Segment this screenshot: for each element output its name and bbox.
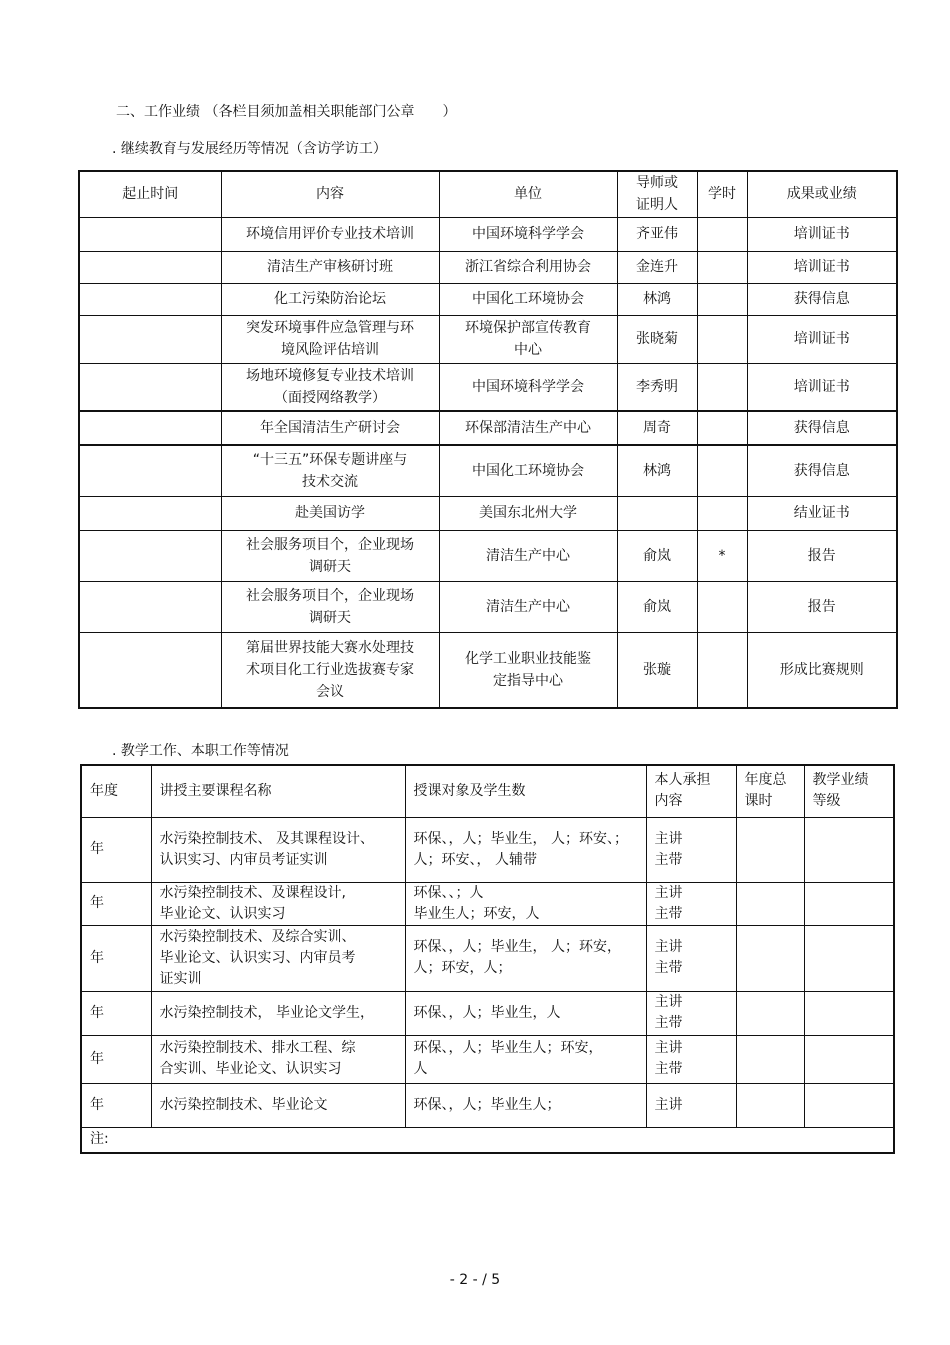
column-header: 学时 xyxy=(697,171,747,217)
table-cell: 场地环境修复专业技术培训 （面授网络教学） xyxy=(221,363,439,411)
table-cell: 金连升 xyxy=(617,251,697,283)
table-cell xyxy=(736,817,804,882)
table-cell xyxy=(697,217,747,251)
table-cell xyxy=(79,445,221,496)
table-row xyxy=(79,411,897,445)
column-header: 导师或 证明人 xyxy=(617,171,697,217)
table-cell: 水污染控制技术、毕业论文 xyxy=(151,1083,405,1127)
table-cell: 年 xyxy=(81,991,151,1035)
column-header: 年度总 课时 xyxy=(736,765,804,817)
table-cell xyxy=(804,1035,894,1083)
table-cell xyxy=(697,411,747,445)
table-cell xyxy=(79,363,221,411)
table-cell xyxy=(617,496,697,530)
column-header: 授课对象及学生数 xyxy=(405,765,646,817)
table-cell xyxy=(79,251,221,283)
column-header: 教学业绩 等级 xyxy=(804,765,894,817)
table-cell: 培训证书 xyxy=(747,217,897,251)
table-cell: 周奇 xyxy=(617,411,697,445)
table-cell: 清洁生产审核研讨班 xyxy=(221,251,439,283)
table-cell: 年 xyxy=(81,817,151,882)
column-header: 本人承担 内容 xyxy=(646,765,736,817)
table-cell xyxy=(79,217,221,251)
table-cell: 年全国清洁生产研讨会 xyxy=(221,411,439,445)
table-cell: 李秀明 xyxy=(617,363,697,411)
table-cell: 获得信息 xyxy=(747,445,897,496)
page-number: - 2 - / 5 xyxy=(449,1272,501,1288)
table-cell: 报告 xyxy=(747,530,897,581)
table-header-row xyxy=(79,171,897,217)
table-row xyxy=(79,445,897,496)
table-cell: 年 xyxy=(81,1083,151,1127)
section-title: 二、工作业绩 （各栏目须加盖相关职能部门公章 ） xyxy=(116,104,457,120)
table-cell xyxy=(79,632,221,708)
table-cell: 获得信息 xyxy=(747,411,897,445)
table-cell: 中国化工环境协会 xyxy=(439,445,617,496)
table-cell xyxy=(79,315,221,363)
table-cell xyxy=(79,581,221,632)
table-row xyxy=(79,251,897,283)
table-cell: 形成比赛规则 xyxy=(747,632,897,708)
table-cell: 环境保护部宣传教育 中心 xyxy=(439,315,617,363)
table-cell: 浙江省综合利用协会 xyxy=(439,251,617,283)
table-cell: 环保、，人；毕业生人； xyxy=(405,1083,646,1127)
table-cell xyxy=(79,411,221,445)
table-cell: 中国环境科学学会 xyxy=(439,217,617,251)
table-cell: 环境信用评价专业技术培训 xyxy=(221,217,439,251)
column-header: 讲授主要课程名称 xyxy=(151,765,405,817)
table-row xyxy=(81,882,894,925)
table-cell: 水污染控制技术、排水工程、综 合实训、毕业论文、认识实习 xyxy=(151,1035,405,1083)
table-cell: 主讲 主带 xyxy=(646,882,736,925)
table-cell: 获得信息 xyxy=(747,283,897,315)
table-cell xyxy=(736,991,804,1035)
table-cell: 社会服务项目个，企业现场 调研天 xyxy=(221,581,439,632)
table-cell xyxy=(697,315,747,363)
table-cell xyxy=(697,632,747,708)
note-cell: 注: xyxy=(81,1127,894,1153)
table-cell xyxy=(804,925,894,991)
table-cell: 主讲 主带 xyxy=(646,1035,736,1083)
table-cell: 培训证书 xyxy=(747,363,897,411)
subsection-title-teaching: . 教学工作、本职工作等情况 xyxy=(112,743,289,759)
table-cell: 环保、，人；毕业生人；环安， 人 xyxy=(405,1035,646,1083)
table-row xyxy=(79,283,897,315)
table-row xyxy=(81,991,894,1035)
table-cell: 结业证书 xyxy=(747,496,897,530)
table-row xyxy=(79,217,897,251)
table-cell: 赴美国访学 xyxy=(221,496,439,530)
table-cell xyxy=(697,363,747,411)
table-cell: 水污染控制技术、及综合实训、 毕业论文、认识实习、内审员考 证实训 xyxy=(151,925,405,991)
table-row xyxy=(79,496,897,530)
table-cell: 中国环境科学学会 xyxy=(439,363,617,411)
teaching-table xyxy=(80,764,895,1154)
column-header: 起止时间 xyxy=(79,171,221,217)
table-cell: “十三五”环保专题讲座与 技术交流 xyxy=(221,445,439,496)
table-cell: 张晓菊 xyxy=(617,315,697,363)
table-cell xyxy=(79,283,221,315)
table-row xyxy=(81,817,894,882)
table-cell: 水污染控制技术、 及其课程设计、 认识实习、内审员考证实训 xyxy=(151,817,405,882)
table-row xyxy=(81,1083,894,1127)
table-cell: 年 xyxy=(81,1035,151,1083)
table-cell: 主讲 xyxy=(646,1083,736,1127)
table-cell: 俞岚 xyxy=(617,581,697,632)
table-row xyxy=(81,925,894,991)
table-cell: 化学工业职业技能鉴 定指导中心 xyxy=(439,632,617,708)
table-cell: 清洁生产中心 xyxy=(439,581,617,632)
table-cell: 俞岚 xyxy=(617,530,697,581)
table-cell: 年 xyxy=(81,882,151,925)
table-row xyxy=(79,530,897,581)
table-cell xyxy=(736,925,804,991)
table-row xyxy=(79,315,897,363)
table-cell xyxy=(79,496,221,530)
table-cell: 主讲 主带 xyxy=(646,991,736,1035)
column-header: 年度 xyxy=(81,765,151,817)
table-cell: 主讲 主带 xyxy=(646,925,736,991)
table-row xyxy=(79,581,897,632)
table-row xyxy=(79,632,897,708)
table-cell: 社会服务项目个，企业现场 调研天 xyxy=(221,530,439,581)
subsection-title-education: . 继续教育与发展经历等情况（含访学访工） xyxy=(112,141,387,157)
table-cell xyxy=(79,530,221,581)
table-cell: 林鸿 xyxy=(617,283,697,315)
column-header: 成果或业绩 xyxy=(747,171,897,217)
table-cell: 环保、，人；毕业生，人 xyxy=(405,991,646,1035)
table-cell: 中国化工环境协会 xyxy=(439,283,617,315)
column-header: 单位 xyxy=(439,171,617,217)
table-cell: 齐亚伟 xyxy=(617,217,697,251)
table-cell: 主讲 主带 xyxy=(646,817,736,882)
table-cell: 年 xyxy=(81,925,151,991)
table-cell: 第届世界技能大赛水处理技 术项目化工行业选拔赛专家 会议 xyxy=(221,632,439,708)
table-cell: 培训证书 xyxy=(747,315,897,363)
table-cell xyxy=(697,445,747,496)
column-header: 内容 xyxy=(221,171,439,217)
table-cell xyxy=(804,1083,894,1127)
table-cell: * xyxy=(697,530,747,581)
note-row xyxy=(81,1127,894,1153)
table-cell xyxy=(804,991,894,1035)
table-cell: 环保、，人；毕业生， 人；环安， 人；环安，人； xyxy=(405,925,646,991)
education-table xyxy=(78,170,898,709)
table-cell: 环保部清洁生产中心 xyxy=(439,411,617,445)
table-cell: 水污染控制技术、及课程设计, 毕业论文、认识实习 xyxy=(151,882,405,925)
table-cell: 培训证书 xyxy=(747,251,897,283)
table-cell: 环保、，人；毕业生， 人；环安、； 人；环安、， 人辅带 xyxy=(405,817,646,882)
table-cell xyxy=(697,283,747,315)
table-cell: 林鸿 xyxy=(617,445,697,496)
table-row xyxy=(79,363,897,411)
table-cell: 报告 xyxy=(747,581,897,632)
table-cell xyxy=(804,817,894,882)
table-cell: 张璇 xyxy=(617,632,697,708)
table-cell xyxy=(736,1083,804,1127)
table-header-row xyxy=(81,765,894,817)
table-cell xyxy=(736,882,804,925)
table-cell xyxy=(697,581,747,632)
table-cell: 环保、、；人 毕业生人；环安，人 xyxy=(405,882,646,925)
table-cell xyxy=(736,1035,804,1083)
table-row xyxy=(81,1035,894,1083)
table-cell: 化工污染防治论坛 xyxy=(221,283,439,315)
table-cell: 水污染控制技术， 毕业论文学生， xyxy=(151,991,405,1035)
table-cell xyxy=(697,251,747,283)
table-cell: 清洁生产中心 xyxy=(439,530,617,581)
table-cell: 突发环境事件应急管理与环 境风险评估培训 xyxy=(221,315,439,363)
table-cell xyxy=(804,882,894,925)
table-cell: 美国东北州大学 xyxy=(439,496,617,530)
table-cell xyxy=(697,496,747,530)
